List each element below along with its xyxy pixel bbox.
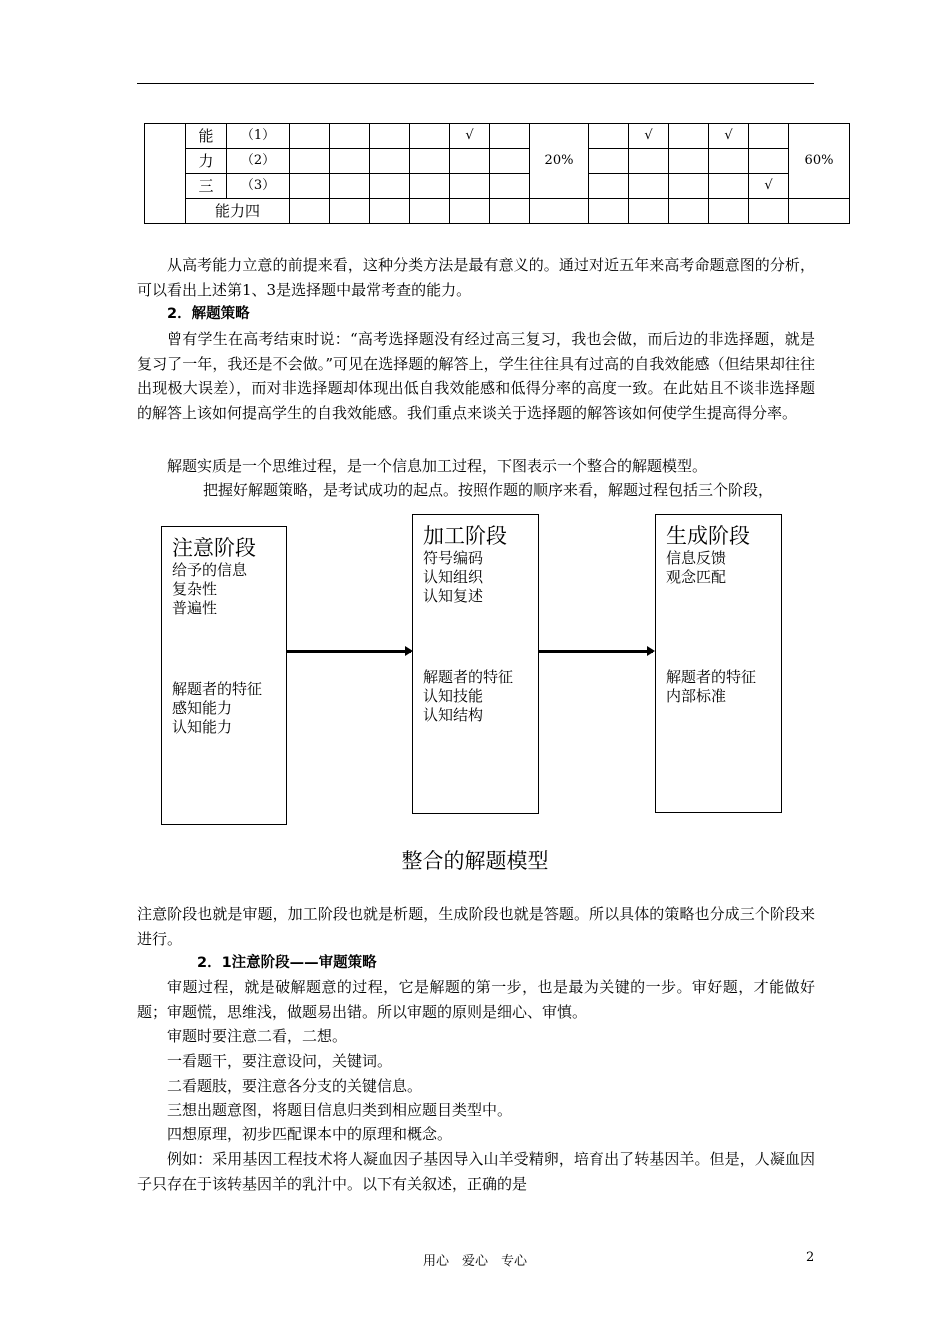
cell (589, 174, 629, 199)
cell (370, 149, 410, 174)
cell (669, 174, 709, 199)
cell (410, 124, 450, 149)
row-label: （3） (227, 174, 290, 199)
row-label: （2） (227, 149, 290, 174)
cell (410, 174, 450, 199)
paragraph-5: 注意阶段也就是审题，加工阶段也就是析题，生成阶段也就是答题。所以具体的策略也分成三个阶段来进行。 (137, 905, 815, 948)
stage-box-generation (655, 514, 782, 813)
stage-line: 普遍性 (172, 599, 218, 617)
last-row-label: 能力四 (186, 199, 290, 224)
cell (749, 124, 789, 149)
page-number: 2 (806, 1250, 815, 1265)
cell (450, 199, 490, 224)
footer-motto: 用心 爱心 专心 (422, 1254, 527, 1269)
paragraph-4: 把握好解题策略，是考试成功的起点。按照作题的顺序来看，解题过程包括三个阶段， (203, 481, 774, 499)
paragraph-11: 四想原理，初步匹配课本中的原理和概念。 (167, 1125, 453, 1143)
cell (589, 149, 629, 174)
cell (629, 174, 669, 199)
cell (450, 174, 490, 199)
stage-line: 认知技能 (423, 687, 484, 705)
stage-line: 感知能力 (172, 699, 233, 717)
paragraph-1: 从高考能力立意的前提来看，这种分类方法是最有意义的。通过对近五年来高考命题意图的分析，可以看出上述第1、3是选择题中最常考查的能力。 (137, 256, 815, 299)
stage-line: 解题者的特征 (666, 668, 757, 686)
paragraph-6: 审题过程，就是破解题意的过程，它是解题的第一步，也是最为关键的一步。审好题，才能做好题；审题慌，思维浅，做题易出错。所以审题的原则是细心、审慎。 (137, 978, 815, 1021)
cell (629, 149, 669, 174)
stage-line: 符号编码 (423, 549, 484, 567)
cell (669, 124, 709, 149)
stage-line: 认知组织 (423, 568, 484, 586)
cell (490, 199, 530, 224)
cell (330, 149, 370, 174)
stage-line: 信息反馈 (666, 549, 727, 567)
cell (490, 174, 530, 199)
cell (290, 124, 330, 149)
cell (370, 199, 410, 224)
paragraph-12: 例如：采用基因工程技术将人凝血因子基因导入山羊受精卵，培育出了转基因羊。但是，人凝血因子只存在于该转基因羊的乳汁中。以下有关叙述，正确的是 (137, 1150, 815, 1193)
paragraph-10: 三想出题意图，将题目信息归类到相应题目类型中。 (167, 1101, 513, 1119)
cell (530, 199, 589, 224)
arrow-2 (539, 650, 653, 653)
paragraph-7: 审题时要注意二看，二想。 (167, 1027, 348, 1045)
cell (589, 199, 629, 224)
percent-cell: 60% (789, 124, 850, 199)
check-cell: √ (749, 174, 789, 199)
check-cell: √ (629, 124, 669, 149)
cell (669, 199, 709, 224)
paragraph-2: 曾有学生在高考结束时说：“高考选择题没有经过高三复习，我也会做，而后边的非选择题，就是复习了一年，我还是不会做。”可见在选择题的解答上，学生往往具有过高的自我效能感（但结果却往往出现极大误差），而对非选择题却体现出低自我效能感和低得分率的高度一致。在此姑且不谈非选择题的解答上该如何提高学生的自我效能感。我们重点来谈关于选择题的解答该如何使学生提高得分率。 (137, 330, 815, 422)
stage-line: 观念匹配 (666, 568, 727, 586)
stage-box-processing (412, 514, 539, 814)
row-label: （1） (227, 124, 290, 149)
cell (589, 124, 629, 149)
cell (749, 199, 789, 224)
stage-line: 解题者的特征 (423, 668, 514, 686)
cell (370, 124, 410, 149)
cell (749, 149, 789, 174)
cell (330, 199, 370, 224)
stage-title: 注意阶段 (172, 536, 256, 560)
arrow-1 (287, 650, 411, 653)
percent-cell: 20% (530, 124, 589, 199)
cell (410, 199, 450, 224)
stage-line: 复杂性 (172, 580, 218, 598)
paragraph-3: 解题实质是一个思维过程，是一个信息加工过程，下图表示一个整合的解题模型。 (167, 457, 708, 475)
cell (450, 149, 490, 174)
cell (330, 124, 370, 149)
cell (709, 174, 749, 199)
cell (669, 149, 709, 174)
diagram-caption: 整合的解题模型 (401, 849, 549, 873)
paragraph-8: 一看题干，要注意设问，关键词。 (167, 1052, 393, 1070)
stage-line: 认知结构 (423, 706, 484, 724)
cell (629, 199, 669, 224)
cell (290, 199, 330, 224)
ability-table (144, 123, 850, 224)
section-heading-2-1: 2．1注意阶段——审题策略 (197, 955, 377, 971)
stage-line: 解题者的特征 (172, 680, 263, 698)
header-rule (137, 83, 814, 84)
cell (709, 149, 749, 174)
cell (490, 149, 530, 174)
cell (290, 174, 330, 199)
stage-line: 认知复述 (423, 587, 484, 605)
cell (490, 124, 530, 149)
stage-line: 内部标准 (666, 687, 727, 705)
section-heading-2: 2．解题策略 (167, 306, 250, 322)
paragraph-9: 二看题肢，要注意各分支的关键信息。 (167, 1077, 423, 1095)
row-label-char: 力 (186, 149, 227, 174)
stage-box-attention (161, 526, 287, 825)
check-cell: √ (450, 124, 490, 149)
stage-title: 生成阶段 (666, 524, 750, 548)
stage-title: 加工阶段 (423, 524, 507, 548)
check-cell: √ (709, 124, 749, 149)
cell (789, 199, 850, 224)
cell (330, 174, 370, 199)
cell (370, 174, 410, 199)
cell (410, 149, 450, 174)
blank-left-cell (145, 124, 186, 224)
row-label-char: 三 (186, 174, 227, 199)
cell (709, 199, 749, 224)
cell (290, 149, 330, 174)
stage-line: 认知能力 (172, 718, 233, 736)
stage-line: 给予的信息 (172, 561, 248, 579)
row-label-char: 能 (186, 124, 227, 149)
